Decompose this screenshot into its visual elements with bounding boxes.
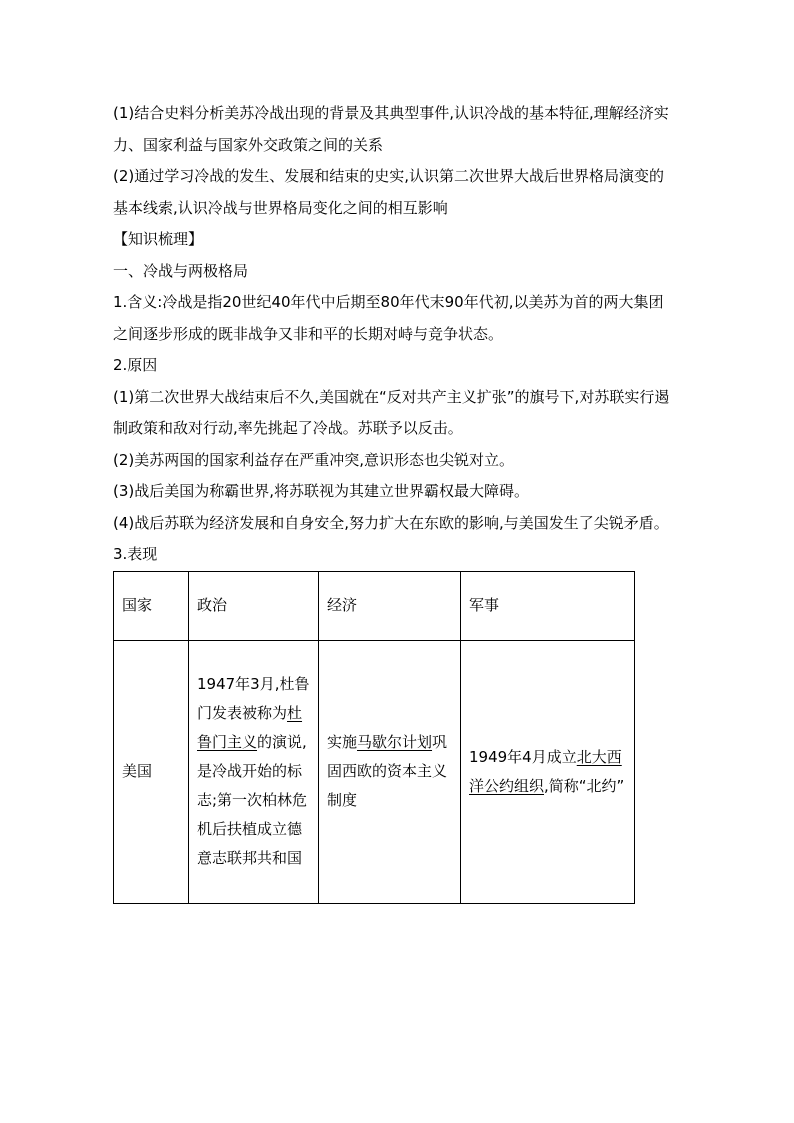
cell-military [461, 640, 635, 903]
cell-country: 美国 [114, 640, 189, 903]
document-body [113, 98, 673, 904]
header-politics: 政治 [189, 571, 319, 640]
section-label: 【知识梳理】 [113, 230, 204, 248]
cause-item: (1)第二次世界大战结束后不久,美国就在“反对共产主义扩张”的旗号下,对苏联实行遏制政策和敌对行动,率先挑起了冷战。苏联予以反击。 [113, 387, 670, 437]
header-country: 国家 [114, 571, 189, 640]
cause-item: (3)战后美国为称霸世界,将苏联视为其建立世界霸权最大障碍。 [113, 482, 530, 500]
point-causes-title: 2.原因 [113, 356, 158, 374]
truman-doctrine-term: 杜鲁门主义 [197, 704, 303, 751]
point-manifestation-title: 3.表现 [113, 545, 158, 563]
cell-economy [319, 640, 461, 903]
economy-text: 实施 [327, 733, 358, 751]
nato-term: 北大西洋公约组织 [469, 747, 622, 795]
military-text: ,简称“北约” [544, 776, 625, 795]
point-definition: 1.含义:冷战是指20世纪40年代中后期至80年代末90年代初,以美苏为首的两大集团之间逐步形成的既非战争又非和平的长期对峙与竞争状态。 [113, 293, 664, 343]
header-economy: 经济 [319, 571, 461, 640]
table-header-row [114, 571, 635, 640]
header-military: 军事 [461, 571, 635, 640]
table-row [114, 640, 635, 903]
marshall-plan-term: 马歇尔计划 [357, 733, 433, 751]
cause-item: (4)战后苏联为经济发展和自身安全,努力扩大在东欧的影响,与美国发生了尖锐矛盾。 [113, 513, 669, 532]
objective-1: (1)结合史料分析美苏冷战出现的背景及其典型事件,认识冷战的基本特征,理解经济实力、国家利益与国家外交政策之间的关系 [113, 104, 669, 154]
economy-text: 巩固西欧的资本主义制度 [327, 733, 448, 809]
heading-cold-war: 一、冷战与两极格局 [113, 261, 249, 280]
cell-politics [189, 640, 319, 903]
manifestation-table [113, 571, 635, 904]
cause-item: (2)美苏两国的国家利益存在严重冲突,意识形态也尖锐对立。 [113, 450, 515, 469]
military-text: 1949年4月成立 [469, 747, 577, 766]
objective-2: (2)通过学习冷战的发生、发展和结束的史实,认识第二次世界大战后世界格局演变的基本线索,认识冷战与世界格局变化之间的相互影响 [113, 167, 665, 217]
politics-text: 1947年3月,杜鲁门发表被称为 [197, 675, 310, 722]
politics-text: 的演说,是冷战开始的标志;第一次柏林危机后扶植成立德意志联邦共和国 [197, 733, 308, 867]
